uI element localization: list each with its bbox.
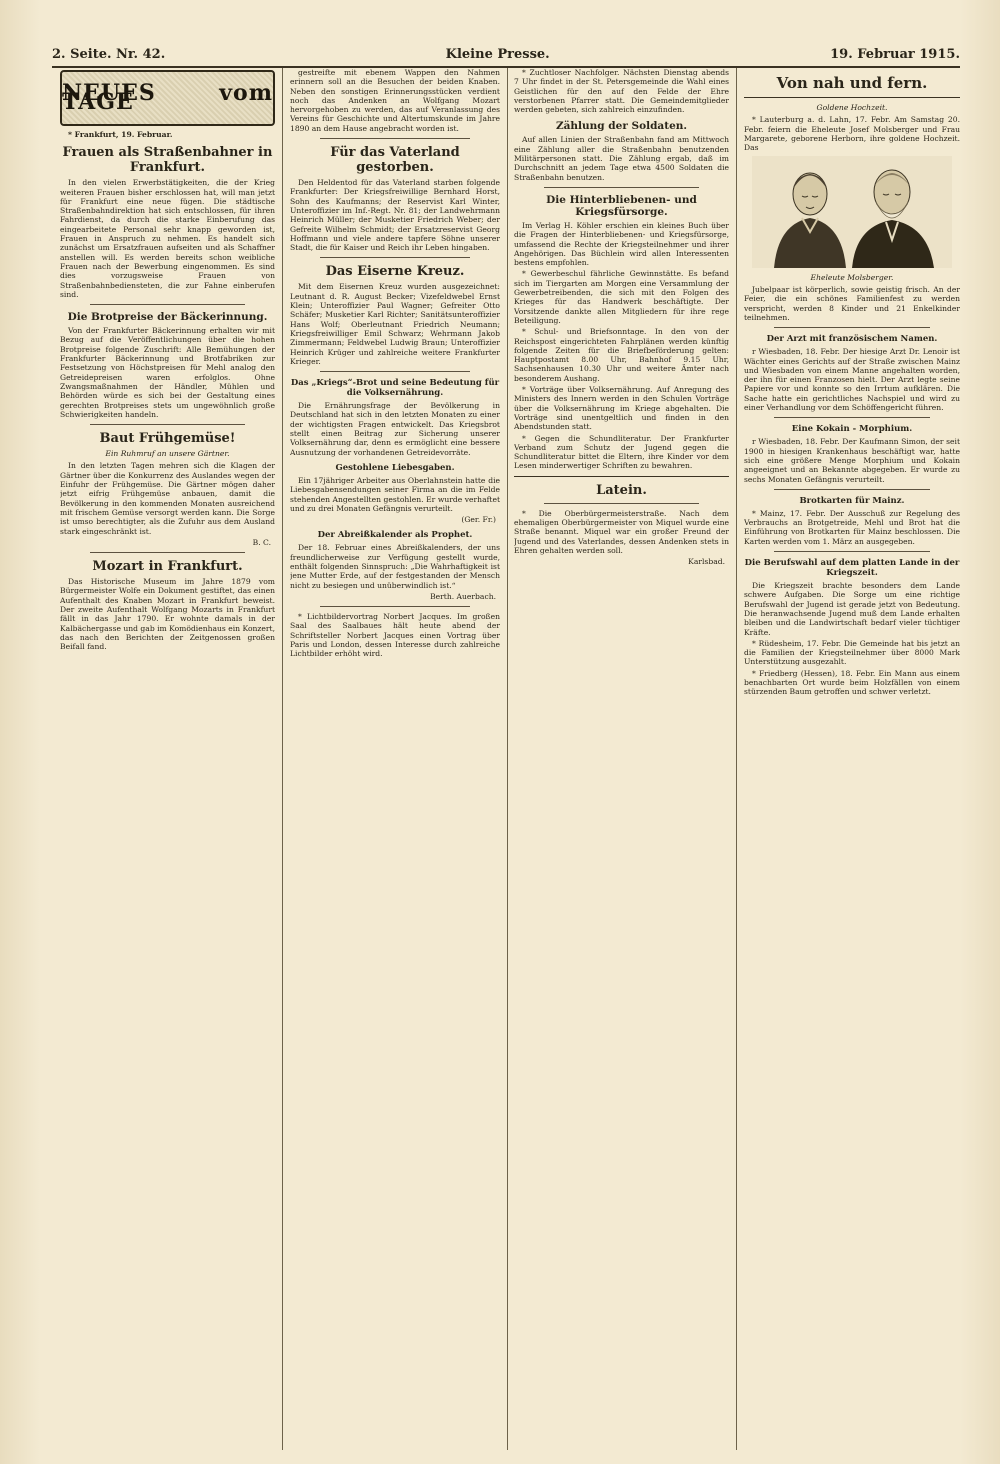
divider xyxy=(544,503,699,504)
column-2 xyxy=(290,68,500,1450)
headline: Gestohlene Liebesgaben. xyxy=(335,462,455,473)
column-rule xyxy=(282,68,283,1450)
section-headline: Von nah und fern. xyxy=(776,74,928,92)
article-text: Der 18. Februar eines Abreißkalenders, der uns freundlicherweise zur Verfügung gestellt wurde, enthält folgenden Sinnspruch: „Die Wahrhaftigkeit ist jene Mutter Erde, auf der festgestanden der Mensch nicht zu besiegen und unüberwindlich ist.“ xyxy=(290,543,500,590)
article-text: Den Heldentod für das Vaterland starben folgende Frankfurter: Der Kriegsfreiwillige Bernhard Horst, Sohn des Kaufmanns; der Reservist Karl Winter, Unteroffizier im Inf.-Regt. Nr. 81; der Landwehrmann Heinrich Müller; der Musketier Friedrich Weber; der Gefreite Wilhelm Schmidt; der Ersatzreservist Georg Hoffmann und viele andere tapfere Söhne unserer Stadt, die für Kaiser und Reich ihr Leben hingaben. xyxy=(290,178,500,253)
article-text: Von der Frankfurter Bäckerinnung erhalten wir mit Bezug auf die Veröffentlichungen über die hohen Brotpreise folgende Zuschrift: Alle Bemühungen der Frankfurter Bäckerinnung und Brotfabriken zur Festsetzung von Höchstpreisen für Mehl analog den Getreidepreisen waren erfolglos. Ohne Zwangsmaßnahmen der Händler, Mühlen und Behörden würde es sich bei der Gestaltung eines gerechten Brotpreises stets um ungewöhnlich große Schwierigkeiten handeln. xyxy=(60,326,275,419)
divider xyxy=(774,489,930,490)
article-text: Mit dem Eisernen Kreuz wurden ausgezeichnet: Leutnant d. R. August Becker; Vizefeldwebel Ernst Klein; Unteroffizier Paul Wagner; Gefreiter Otto Schäfer; Musketier Karl Richter; Sanitätsunteroffizier Hans Wolf; Oberleutnant Friedrich Neumann; Kriegsfreiwilliger Emil Schwarz; Wehrmann Jakob Zimmermann; Feldwebel Ludwig Braun; Unteroffizier Heinrich Krüger und zahlreiche weitere Frankfurter Krieger. xyxy=(290,282,500,366)
subheadline: Ein Ruhmruf an unsere Gärtner. xyxy=(105,449,230,459)
headline: Frauen als Straßenbahner in Frankfurt. xyxy=(62,145,273,176)
divider xyxy=(90,424,245,425)
article-text: * Vorträge über Volksernährung. Auf Anregung des Ministers des Innern werden in den Schulen Vorträge über die Volksernährung im Kriege abgehalten. Die Vorträge sind unentgeltlich und finden in den Abendstunden statt. xyxy=(514,385,729,432)
issue-date: 19. Februar 1915. xyxy=(830,46,960,62)
headline: Brotkarten für Mainz. xyxy=(799,495,905,506)
headline: Das „Kriegs“-Brot und seine Bedeutung für die Volksernährung. xyxy=(290,378,500,399)
article-text: Ein 17jähriger Arbeiter aus Oberlahnstein hatte die Liebesgabensendungen seiner Firma an die im Felde stehenden Angestellten gestohlen. Er wurde verhaftet und zu drei Monaten Gefängnis verurteilt. xyxy=(290,475,500,513)
article-text: * Rüdesheim, 17. Febr. Die Gemeinde hat bis jetzt an die Familien der Kriegsteilnehmer über 8000 Mark Unterstützung ausgezahlt. xyxy=(744,638,960,667)
portrait-caption: Eheleute Molsberger. xyxy=(810,272,894,282)
article-text: Das Historische Museum im Jahre 1879 vom Bürgermeister Wolfe ein Dokument gestiftet, das einen Aufenthalt des Knaben Mozart in Frankfurt beweist. Der zweite Aufenthalt Wolfgang Mozarts in Frankfurt fällt in das Jahr 1790. Er wohnte damals in der Kalbächergasse und gab im Komödienhaus ein Konzert, das nach den Berichten der Zeitgenossen großen Beifall fand. xyxy=(60,577,275,652)
divider xyxy=(320,371,470,372)
article-text: * Die Oberbürgermeisterstraße. Nach dem ehemaligen Oberbürgermeister von Miquel wurde eine Straße benannt. Miquel war ein großer Freund der Jugend und des Vaterlandes, dessen Andenken stets in Ehren gehalten werden soll. xyxy=(514,508,729,555)
article-text: In den letzten Tagen mehren sich die Klagen der Gärtner über die Konkurrenz des Auslandes wegen der Einfuhr der Frühgemüse. Die Gärtner mögen daher jetzt eifrig Frühgemüse anbauen, damit die Bevölkerung in den kommenden Monaten ausreichend mit frischem Gemüse versorgt werden kann. Die Sorge ist umso berechtigter, als die Zufuhr aus dem Ausland stark eingeschränkt ist. xyxy=(60,461,275,536)
article-text: * Zuchtloser Nachfolger. Nächsten Dienstag abends 7 Uhr findet in der St. Petersgemeinde die Wahl eines Geistlichen für den auf den Felde der Ehre verstorbenen Pfarrer statt. Die Gemeindemitglieder werden gebeten, sich zahlreich einzufinden. xyxy=(514,68,729,115)
headline: Die Hinterbliebenen- und Kriegsfürsorge. xyxy=(546,193,697,218)
headline: Die Brotpreise der Bäckerinnung. xyxy=(67,311,268,324)
couple-portrait-image xyxy=(752,156,952,268)
article-text: Die Ernährungsfrage der Bevölkerung in Deutschland hat sich in den letzten Monaten zu einer der wichtigsten Fragen entwickelt. Das Kriegsbrot stellt einen Beitrag zur Sicherung unserer Volksernährung dar, denn es ermöglicht eine bessere Ausnutzung der vorhandenen Getreidevorräte. xyxy=(290,401,500,457)
article-text: * Mainz, 17. Febr. Der Ausschuß zur Regelung des Verbrauchs an Brotgetreide, Mehl und Brot hat die Einführung von Brotkarten für Mainz beschlossen. Die Karten werden vom 1. März an ausgegeben. xyxy=(744,508,960,546)
article-text: * Friedberg (Hessen), 18. Febr. Ein Mann aus einem benachbarten Ort wurde beim Holzfällen von einem stürzenden Baum getroffen und schwer verletzt. xyxy=(744,668,960,697)
article-text: Auf allen Linien der Straßenbahn fand am Mittwoch eine Zählung aller die Straßenbahn benutzenden Militärpersonen statt. Die Zählung ergab, daß im Durchschnitt an jedem Tage etwa 4500 Soldaten die Straßenbahn benutzen. xyxy=(514,135,729,182)
divider xyxy=(744,97,960,98)
article-text: r Wiesbaden, 18. Febr. Der hiesige Arzt Dr. Lenoir ist Wächter eines Gerichts auf der Straße zwischen Mainz und Wiesbaden von einem Manne angehalten worden, der ihn für einen Franzosen hielt. Der Arzt legte seine Papiere vor und konnte so den Irrtum aufklären. Die Sache hatte ein gerichtliches Nachspiel und wird zu einer Verhandlung vor dem Schöffengericht führen. xyxy=(744,347,960,413)
column-rule xyxy=(736,68,737,1450)
divider xyxy=(90,304,245,305)
headline: Der Arzt mit französischem Namen. xyxy=(766,334,938,345)
headline: Mozart in Frankfurt. xyxy=(92,559,243,575)
headline: Der Abreißkalender als Prophet. xyxy=(317,530,473,541)
author-signature: (Ger. Fr.) xyxy=(461,515,496,525)
column-rule xyxy=(507,68,508,1450)
subheadline: Goldene Hochzeit. xyxy=(816,103,888,112)
divider xyxy=(544,187,699,188)
article-text: * Lauterburg a. d. Lahn, 17. Febr. Am Samstag 20. Febr. feiern die Eheleute Josef Molsberger und Frau Margarete, geborene Herborn, ihre goldene Hochzeit. Das xyxy=(744,115,960,153)
headline: Eine Kokain - Morphium. xyxy=(791,424,913,435)
author-signature: Karlsbad. xyxy=(688,557,725,567)
headline: Baut Frühgemüse! xyxy=(99,431,236,447)
page-label: 2. Seite. Nr. 42. xyxy=(52,46,166,62)
paper-name: Kleine Presse. xyxy=(445,46,550,62)
divider xyxy=(320,606,470,607)
divider xyxy=(774,327,930,328)
headline: Die Berufswahl auf dem platten Lande in der Kriegszeit. xyxy=(744,558,960,579)
article-text: In den vielen Erwerbstätigkeiten, die der Krieg weiteren Frauen bisher erschlossen hat, will man jetzt für Frankfurt eine neue fügen. Die städtische Straßenbahndirektion hat sich entschlossen, für ihren Fahrdienst, da durch die starke Einberufung das eingearbeitete Personal sehr knapp geworden ist, Frauen in Anspruch zu nehmen. Es handelt sich zunächst um Ersatzfrauen aufseiten und als Schaffner anstellen will. Es werden bereits schon weibliche Frauen nach der Bewerbung eingenommen. Es sind dies vorzugsweise Frauen von Straßenbahnbediensteten, die zur Fahne einberufen sind. xyxy=(60,178,275,299)
article-text: * Schul- und Briefsonntage. In den von der Reichspost eingerichteten Fahrplänen werden künftig folgende Zeiten für die Briefbeförderung gelten: Hauptpostamt 8.00 Uhr, Bahnhof 9.15 Uhr, Sachsenhausen 10.30 Uhr und weitere Ämter nach besonderem Aushang. xyxy=(514,327,729,383)
divider xyxy=(514,476,729,477)
portrait-illustration xyxy=(744,156,960,270)
article-text: * Gewerbeschul fährliche Gewinnstätte. Es befand sich im Tiergarten am Morgen eine Versammlung der Gewerbetreibenden, die sich mit den Folgen des Krieges für das Handwerk beschäftigte. Der Vorsitzende dankte allen Mitgliedern für ihre rege Beteiligung. xyxy=(514,269,729,325)
author-signature: B. C. xyxy=(252,537,271,547)
article-text: Die Kriegszeit brachte besonders dem Lande schwere Aufgaben. Die Sorge um eine richtige Berufswahl der Jugend ist gerade jetzt von Bedeutung. Die heranwachsende Jugend muß dem Lande erhalten bleiben und die Landwirtschaft bedarf vieler tüchtiger Kräfte. xyxy=(744,581,960,637)
column-3 xyxy=(514,68,729,1450)
article-text: Jubelpaar ist körperlich, sowie geistig frisch. An der Feier, die ein schönes Familienfest zu werden verspricht, werden 8 Kinder und 21 Enkelkinder teilnehmen. xyxy=(744,285,960,322)
article-text: r Wiesbaden, 18. Febr. Der Kaufmann Simon, der seit 1900 in hiesigen Krankenhaus beschäftigt war, hatte sich eine größere Menge Morphium und Kokain angeeignet und an Bekannte abgegeben. Er wurde zu sechs Monaten Gefängnis verurteilt. xyxy=(744,437,960,484)
article-text: Im Verlag H. Köhler erschien ein kleines Buch über die Fragen der Hinterbliebenen- und Kriegsfürsorge, umfassend die Rechte der Kriegsteilnehmer und ihrer Angehörigen. Das Büchlein wird allen Interessenten bestens empfohlen. xyxy=(514,220,729,268)
author-signature: Berth. Auerbach. xyxy=(430,591,496,601)
divider xyxy=(774,417,930,418)
divider xyxy=(320,257,470,258)
article-text: gestreifte mit ebenem Wappen den Nahmen erinnern soll an die Besuchen der beiden Knaben. Neben den sonstigen Erinnerungsstücken verdient noch das Andenken an Wolfgang Mozart hervorgehoben zu werden, das auf Veranlassung des Vereins für Geschichte und Altertumskunde im Jahre 1890 an dem Hause angebracht worden ist. xyxy=(290,68,500,133)
dateline: * Frankfurt, 19. Februar. xyxy=(68,130,173,139)
divider xyxy=(774,551,930,552)
section-masthead: NEUES vom TAGE xyxy=(60,70,275,126)
article-text: * Gegen die Schundliteratur. Der Frankfurter Verband zum Schutz der Jugend gegen die Schundliteratur bittet die Eltern, ihre Kinder vor dem Lesen minderwertiger Schriften zu bewahren. xyxy=(514,433,729,471)
column-1 xyxy=(60,68,275,1450)
headline: Latein. xyxy=(596,482,647,498)
column-4 xyxy=(744,68,960,1450)
headline: Das Eiserne Kreuz. xyxy=(325,264,465,280)
divider xyxy=(320,138,470,139)
headline: Für das Vaterland gestorben. xyxy=(330,145,460,176)
headline: Zählung der Soldaten. xyxy=(555,120,688,133)
article-text: * Lichtbildervortrag Norbert Jacques. Im großen Saal des Saalbaues hält heute abend der Schriftsteller Norbert Jacques einen Vortrag über Paris und London, dessen Interesse durch zahlreiche Lichtbilder erhöht wird. xyxy=(290,612,500,659)
page-header xyxy=(52,42,960,68)
divider xyxy=(90,552,245,553)
